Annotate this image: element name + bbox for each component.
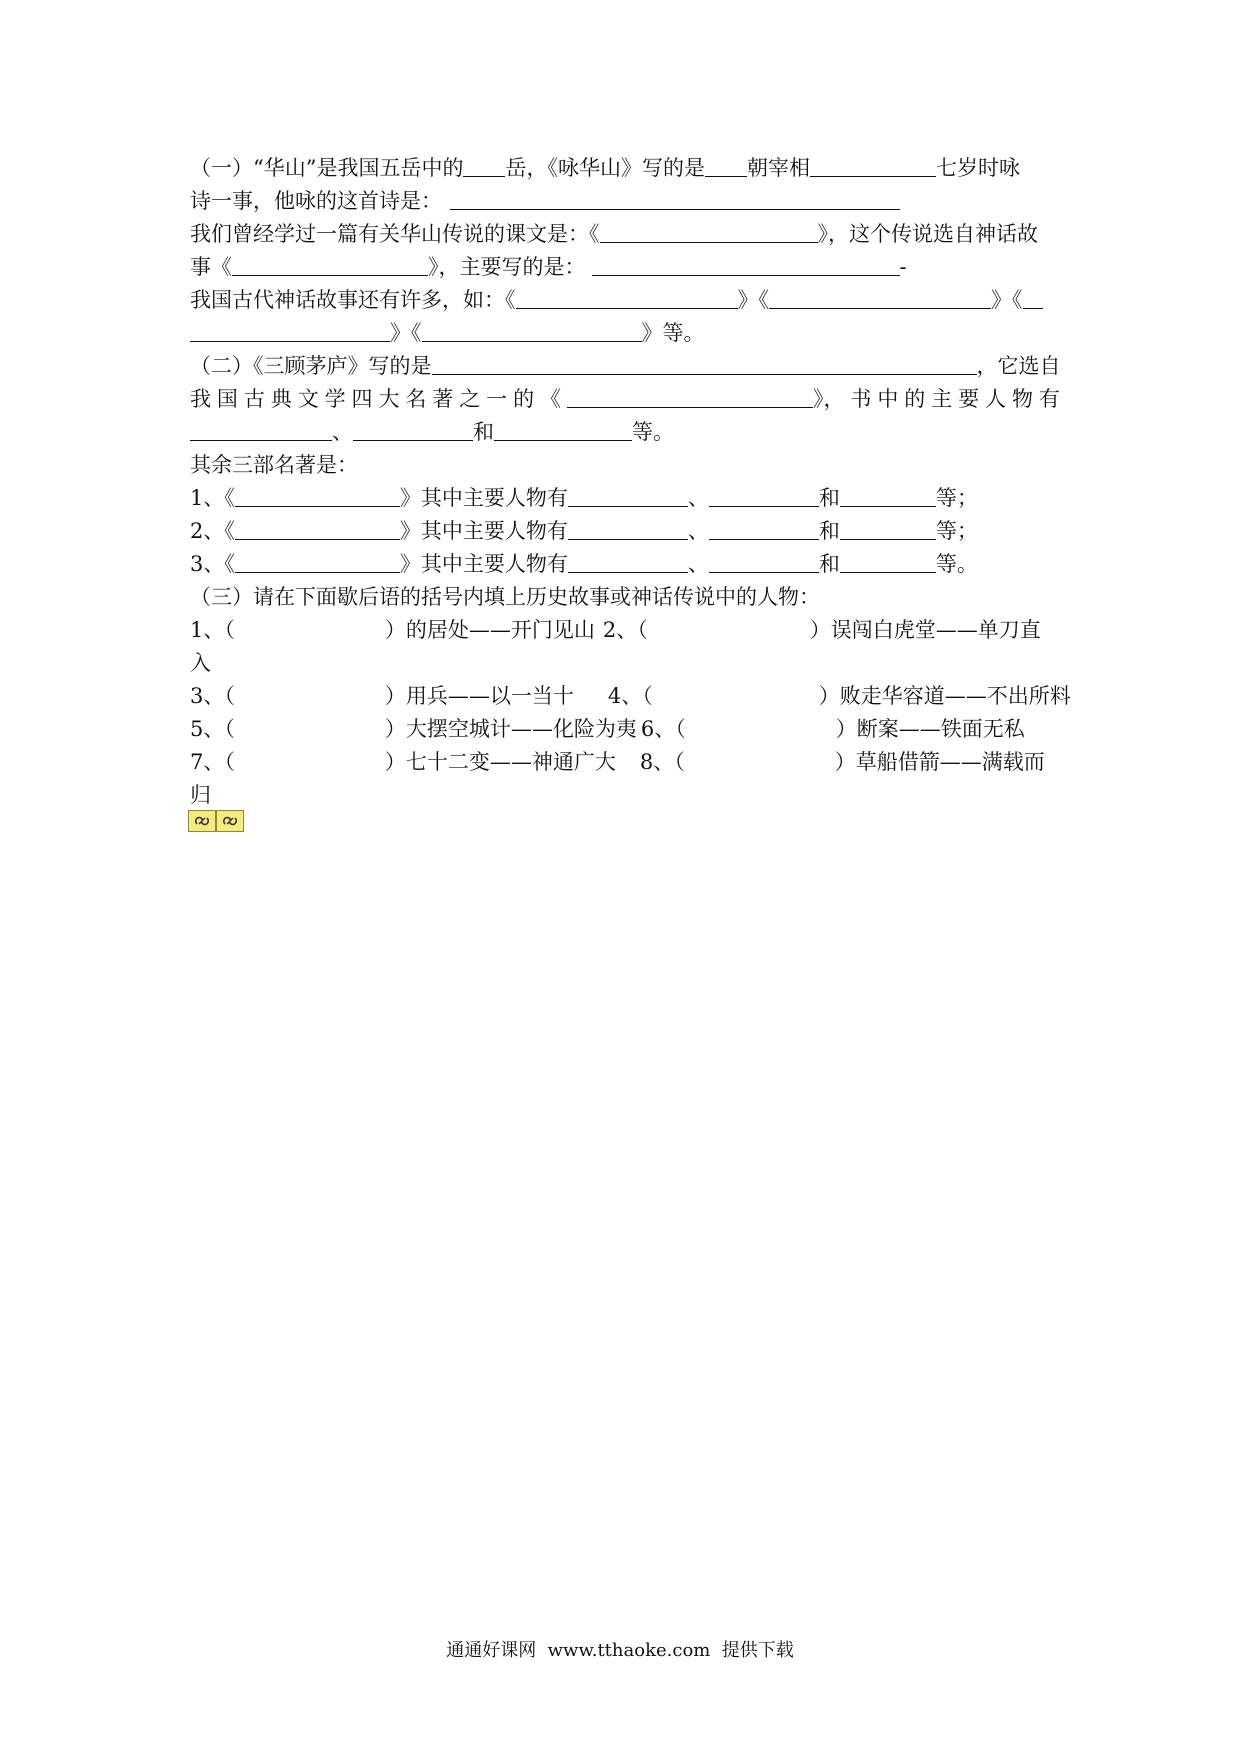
s2-char: 一	[486, 387, 508, 411]
s2-char: 著	[432, 387, 454, 411]
s1-text: 七岁时咏	[935, 156, 1020, 180]
proverb-row-1-wrap: 入	[190, 651, 211, 675]
s2-char: 有	[1038, 387, 1060, 411]
s2-char: 典	[270, 387, 292, 411]
s2-char: 名	[405, 387, 427, 411]
answer-blank[interactable]	[353, 418, 473, 441]
answer-blank[interactable]	[592, 253, 900, 276]
s1-text: 》《	[737, 288, 769, 312]
s2-char: 文	[297, 387, 319, 411]
s1-line-6	[190, 317, 1060, 350]
s2-text: 等。	[632, 420, 674, 444]
s1-text: 》，主要写的是：	[428, 255, 586, 279]
answer-blank[interactable]	[840, 517, 936, 540]
answer-blank[interactable]	[432, 352, 977, 375]
answer-blank[interactable]	[1023, 286, 1043, 309]
s2-char: 古	[243, 387, 265, 411]
answer-blank[interactable]	[568, 517, 688, 540]
s2-char: 我	[190, 387, 211, 411]
proverb-row-3: 5、（ ）大摆空城计——化险为夷 6、（ ）断案——铁面无私	[190, 717, 1025, 741]
s1-line-2	[190, 185, 1060, 218]
answer-blank[interactable]	[810, 154, 936, 177]
masterpiece-item: 2、《 》其中主要人物有 、 和 等；	[190, 519, 978, 543]
answer-blank[interactable]	[568, 550, 688, 573]
s1-text: 朝宰相	[746, 156, 810, 180]
answer-blank[interactable]	[494, 418, 632, 441]
answer-blank[interactable]	[463, 154, 505, 177]
masterpiece-item: 3、《 》其中主要人物有 、 和 等。	[190, 552, 978, 576]
s2-char: 学	[324, 387, 346, 411]
s1-text: 》等。	[641, 321, 705, 345]
answer-blank[interactable]	[190, 418, 332, 441]
s1-text: （一）“华山”是我国五岳中的	[190, 156, 464, 180]
answer-blank[interactable]	[840, 484, 936, 507]
s2-text: 和	[473, 420, 494, 444]
s1-line-3	[190, 218, 1060, 251]
link-icon[interactable]	[216, 810, 244, 832]
s1-line-1	[190, 152, 1060, 185]
s2-char: 大	[378, 387, 400, 411]
proverb-row-4-wrap: 归	[190, 783, 211, 807]
s2-char: 要	[958, 387, 980, 411]
s2-line-2	[190, 383, 1060, 416]
s1-line-5	[190, 284, 1060, 317]
s2-char: 书	[850, 387, 872, 411]
answer-blank[interactable]	[235, 484, 400, 507]
answer-blank[interactable]	[705, 154, 747, 177]
answer-blank[interactable]	[235, 550, 400, 573]
s2-text: ，它选自	[976, 354, 1061, 378]
answer-blank[interactable]	[450, 187, 900, 210]
s1-text: 》《	[991, 288, 1023, 312]
s3-heading: （三）请在下面歇后语的括号内填上历史故事或神话传说中的人物：	[190, 585, 820, 609]
proverb-row-2: 3、（ ）用兵——以一当十 4、（ ）败走华容道——不出所料	[190, 684, 1071, 708]
s2-char: 国	[216, 387, 238, 411]
s1-text: 我们曾经学过一篇有关华山传说的课文是：《	[190, 222, 600, 246]
masterpiece-item: 1、《 》其中主要人物有 、 和 等；	[190, 486, 978, 510]
answer-blank[interactable]	[235, 517, 400, 540]
s2-text: 、	[332, 420, 353, 444]
answer-blank[interactable]	[232, 253, 428, 276]
s2-char: 主	[931, 387, 953, 411]
s2-text: 其余三部名著是：	[190, 453, 358, 477]
footer-text: 通通好课网 www.tthaoke.com 提供下载	[446, 1640, 794, 1661]
answer-blank[interactable]	[840, 550, 936, 573]
s2-intro	[190, 449, 1060, 482]
link-icon[interactable]	[188, 810, 216, 832]
answer-blank[interactable]	[769, 286, 991, 309]
s1-text: -	[899, 255, 907, 279]
s1-text: 事《	[190, 255, 232, 279]
s2-line-3	[190, 416, 1060, 449]
answer-blank[interactable]	[190, 319, 390, 342]
toolbar-icons	[188, 810, 244, 832]
s2-char: 四	[351, 387, 373, 411]
answer-blank[interactable]	[709, 484, 819, 507]
answer-blank[interactable]	[422, 319, 642, 342]
answer-blank[interactable]	[709, 517, 819, 540]
worksheet	[190, 152, 1071, 812]
s2-char: 物	[1011, 387, 1033, 411]
s1-text: 》《	[390, 321, 422, 345]
answer-blank[interactable]	[516, 286, 738, 309]
s2-char: 人	[985, 387, 1007, 411]
answer-blank[interactable]	[709, 550, 819, 573]
s1-text: 岳，《咏华山》写的是	[505, 156, 705, 180]
s1-text: 我国古代神话故事还有许多，如：《	[190, 288, 516, 312]
s2-char: 之	[459, 387, 481, 411]
s2-char: 中	[877, 387, 899, 411]
proverb-row-4: 7、（ ）七十二变——神通广大 8、（ ）草船借箭——满载而	[190, 750, 1045, 774]
s2-line-1	[190, 350, 1060, 383]
page-footer	[0, 1636, 1240, 1662]
s1-line-4	[190, 251, 1060, 284]
proverb-row-1: 1、（ ）的居处——开门见山 2、（ ）误闯白虎堂——单刀直	[190, 618, 1041, 642]
s2-char: 的	[513, 387, 535, 411]
s2-book-blank: 《 》，	[539, 387, 845, 411]
s2-char: 的	[904, 387, 926, 411]
s1-text: 》，这个传说选自神话故	[817, 222, 1038, 246]
s2-text: （二）《三顾茅庐》写的是	[190, 354, 432, 378]
s1-text: 诗一事，他咏的这首诗是：	[190, 189, 442, 213]
answer-blank[interactable]	[568, 484, 688, 507]
answer-blank[interactable]	[567, 385, 813, 408]
answer-blank[interactable]	[600, 220, 818, 243]
